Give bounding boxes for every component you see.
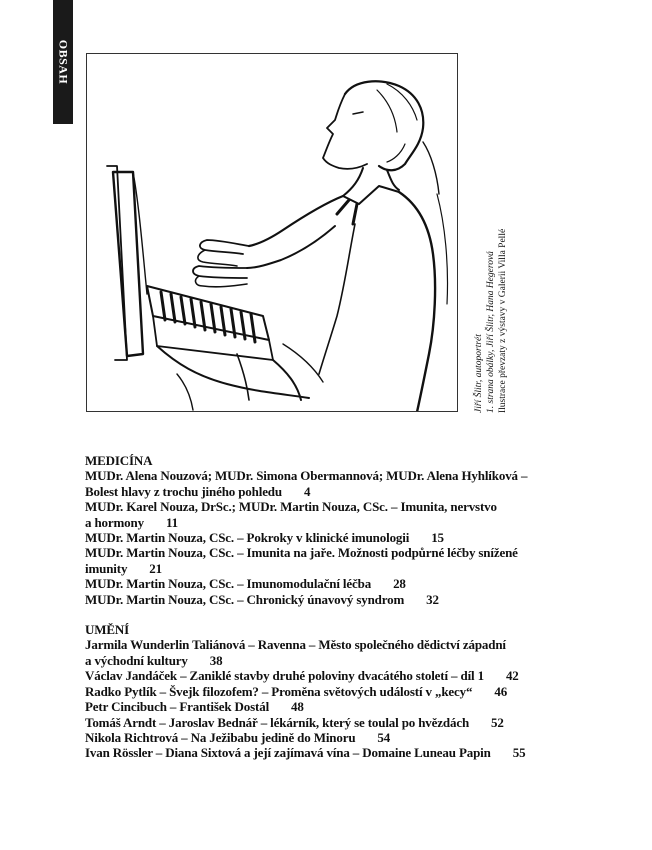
toc-page-number: 55: [512, 745, 526, 761]
toc-entry[interactable]: [85, 730, 565, 745]
toc-entry-line: Václav Jandáček – Zaniklé stavby druhé poloviny dvacátého století – díl 1: [85, 668, 484, 684]
toc-entry-line: a hormony: [85, 514, 144, 530]
toc-page-number: 54: [377, 729, 391, 745]
toc-entry-line: Nikola Richtrová – Na Ježibabu jedině do Minoru: [85, 729, 356, 745]
toc-entry-line: MUDr. Martin Nouza, CSc. – Pokroky v klinické imunologii: [85, 530, 410, 546]
toc-entry-line: MUDr. Karel Nouza, DrSc.; MUDr. Martin Nouza, CSc. – Imunita, nervstvo: [85, 499, 497, 515]
toc-page-number: 32: [426, 591, 439, 607]
toc-entry-line: Jarmila Wunderlin Taliánová – Ravenna – Město společného dědictví západní: [85, 637, 506, 653]
toc-page-number: 46: [494, 683, 508, 699]
toc-entry-line: a východní kultury: [85, 652, 188, 668]
toc-entry-line: imunity: [85, 560, 128, 576]
toc-entry-line: Tomáš Arndt – Jaroslav Bednář – lékárník, který se toulal po hvězdách: [85, 714, 470, 730]
side-tab-label: OBSAH: [56, 39, 71, 85]
toc-entry[interactable]: [85, 576, 565, 591]
toc-page-number: 52: [491, 714, 504, 730]
toc-page-number: 4: [303, 483, 311, 499]
toc-entry[interactable]: [85, 668, 565, 683]
toc-page-number: 21: [149, 560, 162, 576]
toc-entry-line: Ivan Rössler – Diana Sixtová a její zajímavá vína – Domaine Luneau Papin: [85, 745, 491, 761]
toc-entry-line: MUDr. Martin Nouza, CSc. – Chronický únavový syndrom: [85, 591, 405, 607]
section-title-medicina: MEDICÍNA: [85, 453, 153, 468]
toc-entry-line: MUDr. Martin Nouza, CSc. – Imunomodulační léčba: [85, 576, 372, 592]
toc-entry-line: MUDr. Alena Nouzová; MUDr. Simona Obermannová; MUDr. Alena Hyhlíková –: [85, 468, 528, 484]
toc-page-number: 15: [431, 530, 444, 546]
toc-entry[interactable]: [85, 468, 565, 499]
toc-entry[interactable]: [85, 745, 565, 760]
toc-entry[interactable]: [85, 684, 565, 699]
section-gap: [85, 607, 565, 622]
toc-entry[interactable]: [85, 545, 565, 576]
toc-page-number: 48: [291, 699, 304, 715]
toc-entry[interactable]: [85, 592, 565, 607]
toc-entry[interactable]: [85, 637, 565, 668]
illustration-caption: [473, 229, 509, 413]
pianist-sketch-icon: [87, 54, 458, 412]
toc-entry[interactable]: [85, 715, 565, 730]
toc-entry[interactable]: [85, 699, 565, 714]
caption-line: 1. strana obálky, Jiří Šlitr, Hana Hegerová: [486, 251, 496, 413]
toc-page-number: 28: [393, 576, 406, 592]
toc-entry-line: Radko Pytlík – Švejk filozofem? – Proměna světových událostí v „kecy“: [85, 683, 473, 699]
toc-entry[interactable]: [85, 499, 565, 530]
toc-entry-line: Petr Cincibuch – František Dostál: [85, 699, 270, 715]
toc-entry[interactable]: [85, 530, 565, 545]
section-title-umeni: UMĚNÍ: [85, 622, 130, 638]
caption-line: Jiří Šlitr, autoportrét: [474, 334, 484, 413]
toc-page-number: 11: [165, 514, 178, 530]
table-of-contents: [85, 453, 565, 761]
side-tab: [53, 0, 73, 124]
toc-entry-line: Bolest hlavy z trochu jiného pohledu: [85, 483, 282, 499]
illustration-frame: [86, 53, 458, 412]
caption-line: Ilustrace převzaty z výstavy v Galerii Villa Pellé: [498, 228, 508, 413]
toc-entry-line: MUDr. Martin Nouza, CSc. – Imunita na jaře. Možnosti podpůrné léčby snížené: [85, 545, 518, 561]
toc-page-number: 38: [209, 652, 223, 668]
toc-page-number: 42: [505, 668, 519, 684]
